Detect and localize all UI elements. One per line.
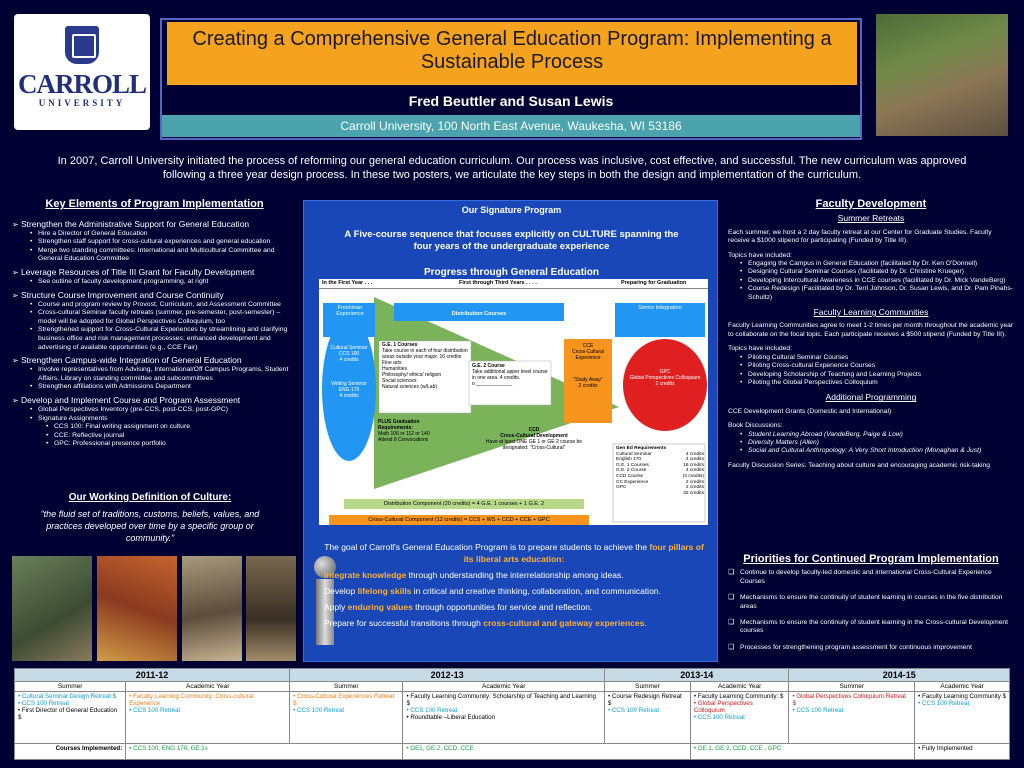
timeline-item: • Faculty Learning Community: $ (693, 693, 784, 700)
ws-label: Writing Seminar ENG 170 4 credits (331, 381, 367, 399)
pillar-2-pre: Develop (324, 586, 358, 596)
year-header: 2013-14 (605, 669, 789, 682)
distribution-label: Distribution Courses (451, 311, 507, 317)
gen-ed-course: CCD Course (616, 473, 644, 479)
goal-intro-bold: four pillars of its liberal arts education: (463, 542, 704, 564)
faculty-development-heading: Faculty Development (815, 198, 927, 210)
timeline-item: • CCS 100 Retreat (918, 700, 970, 707)
list-item: • Merge two standing committees: International and Multicultural Committee and General Education Committee (30, 247, 297, 264)
season-header: Summer (789, 682, 915, 692)
list-subitem: • CCS 100: Final writing assignment on culture (46, 423, 297, 432)
ge1-item: Philosophy/ ethics/ religion (382, 372, 442, 378)
gen-ed-credits: (4 credits) (682, 473, 704, 479)
gen-ed-credits: 32 credits (683, 490, 704, 496)
pillar-3 (324, 601, 704, 613)
gen-ed-table-title: Gen Ed Requirements (616, 446, 667, 451)
timeline-cell (403, 692, 605, 744)
retreats-topics: Topics have included: (728, 251, 792, 259)
timeline-item: • Global Perspectives Colloquium (693, 700, 753, 714)
year-header: 2014-15 (789, 669, 1010, 682)
progress-title: Progress through General Education (423, 267, 600, 278)
list-item: • Social and Cultural Anthropology: A Very Short Introduction (Monaghan & Just) (740, 447, 1014, 455)
gpc-label: GPC Global Perspectives Colloquium 2 credits (629, 369, 701, 387)
year-header: 2012-13 (290, 669, 605, 682)
gen-ed-diagram (319, 279, 708, 525)
implemented-row (15, 744, 1010, 760)
gen-ed-course: G.E. 2 Course (616, 468, 647, 474)
implemented-courses: • Fully Implemented (915, 744, 1010, 760)
timeline-cell (290, 692, 403, 744)
ge2-line: o _____________ (472, 381, 513, 387)
gen-ed-credits: 16 credits (683, 462, 704, 468)
photo-students-2 (97, 556, 177, 661)
plus-desc: Math 106 or 112 or 140 Attend 8 Convocations (378, 431, 430, 443)
timeline-table (14, 668, 1010, 760)
timeline-item: • CCS 100 Retreat (792, 707, 844, 714)
signature-program-heading: Our Signature Program (461, 205, 562, 215)
season-row (15, 682, 1010, 692)
pillar-3-pre: Apply (324, 602, 348, 612)
retreat-photo (876, 14, 1008, 136)
pillar-1 (324, 569, 704, 581)
gen-ed-course: CC Experience (616, 479, 649, 485)
priority-item: ❑ Processes for strengthening program assessment for continuous improvement (728, 644, 1014, 652)
add-text-1: CCE Development Grants (Domestic and International) (728, 407, 892, 415)
ccd-title: CCD Cross-Cultural Development (500, 427, 568, 439)
timeline-cell (15, 692, 126, 744)
timeline-item: • Faculty Learning Community: Cross-cultural Experience (129, 693, 254, 707)
section-title: ➢ Strengthen Campus-wide Integration of General Education (12, 355, 297, 366)
pillar-4 (324, 617, 704, 629)
key-elements-heading: Key Elements of Program Implementation (45, 198, 264, 210)
flc-text: Faculty Learning Communities agree to meet 1-2 times per month throughout the academic year to collaborate on the focal topic. Each participate receives a $500 stipend (Funded by Title III). (728, 322, 1014, 338)
summer-retreats-heading: Summer Retreats (837, 213, 905, 224)
list-subitem: • CCE: Reflective journal (46, 432, 297, 441)
timeline-item: • First Director of General Education $ (18, 707, 118, 721)
plus-title: PLUS Graduation Requirements: (378, 419, 420, 431)
season-header: Summer (15, 682, 126, 692)
pillar-4-key: cross-cultural and gateway experiences (483, 618, 645, 628)
freshman-label: Freshman Experience (336, 305, 364, 317)
list-item: • Student Learning Abroad (VandeBerg, Paige & Low) (740, 431, 1014, 439)
implemented-courses: • GE1, GE 2, CCD, CCE (403, 744, 690, 760)
year-header: 2011-12 (15, 669, 290, 682)
timeline-cell (915, 692, 1010, 744)
gen-ed-table (616, 446, 704, 496)
working-definition-heading: Our Working Definition of Culture: (68, 492, 232, 503)
timeline-cell (789, 692, 915, 744)
season-header: Academic Year (690, 682, 789, 692)
list-item: • Strengthen staff support for cross-cultural experiences and general education (30, 238, 297, 247)
key-elements-section (12, 200, 297, 449)
ge1-item: Social sciences (382, 378, 417, 384)
list-item: • Designing Cultural Seminar Courses (facilitated by Dr. Christine Krueger) (740, 268, 1014, 276)
ccs-label: Cultural Seminar CCS 100 4 credits (330, 345, 368, 363)
gen-ed-table-rows (616, 452, 704, 497)
ge2-desc: Take additional upper level course in one area. 4 credits. (472, 369, 548, 381)
priorities-section (728, 555, 1014, 660)
gen-ed-course: GPC (616, 485, 627, 491)
goal-section (324, 541, 704, 633)
list-item: • Diversity Matters (Allen) (740, 439, 1014, 447)
list-item: • Piloting Cross-cultural Experience Courses (740, 362, 1014, 370)
pillar-1-text: through understanding the interrelationship among ideas. (406, 570, 624, 580)
implemented-courses: • CCS 100, ENG 170, GE 1s (126, 744, 403, 760)
photo-students-4 (246, 556, 296, 661)
section-title: ➢ Structure Course Improvement and Course Continuity (12, 290, 297, 301)
pillar-2-text: in critical and creative thinking, collaboration, and communication. (411, 586, 661, 596)
year-label-1: In the First Year . . . (322, 280, 373, 286)
season-header: Summer (290, 682, 403, 692)
priority-item: ❑ Continue to develop faculty-led domestic and international Cross-Cultural Experience Courses (728, 569, 1014, 586)
implemented-label: Courses Implemented: (15, 744, 126, 760)
gen-ed-course: G.E. 1 Courses (616, 462, 649, 468)
flc-heading: Faculty Learning Communities (813, 307, 929, 318)
priorities-heading: Priorities for Continued Program Implementation (743, 553, 999, 565)
section-title: ➢ Strengthen the Administrative Support for General Education (12, 219, 297, 230)
logo-sub: UNIVERSITY (38, 98, 126, 108)
section-title: ➢ Leverage Resources of Title III Grant for Faculty Development (12, 267, 297, 278)
timeline-item: • Cross-Cultural Experiences Retreat $ (293, 693, 395, 707)
shield-icon (65, 26, 99, 64)
gen-ed-credits: 4 credits (685, 451, 704, 457)
logo-word: CARROLL (17, 69, 146, 99)
faculty-development-section (728, 200, 1014, 476)
list-item: • Course Redesign (Facilitated by Dr. Terri Johnson, Dr. Susan Lewis, and Dr. Pam Pinahs-Schultz) (740, 285, 1014, 302)
list-item: • Course and program review by Provost, Curriculum, and Assessment Committee (30, 301, 297, 310)
gen-ed-credits: 4 credits (685, 468, 704, 474)
cce-label: CCE Cross-Cultural Experience (572, 343, 604, 361)
carroll-logo (14, 14, 150, 130)
flc-topics: Topics have included: (728, 345, 792, 353)
working-definition (40, 492, 260, 544)
ge1-item: Humanities (382, 366, 408, 372)
signature-program-panel (303, 200, 718, 662)
plus-block (378, 419, 448, 443)
list-item: • Signature Assignments (30, 415, 297, 424)
gen-ed-credits: 2 credits (685, 485, 704, 491)
pillar-3-text: through opportunities for service and reflection. (412, 602, 593, 612)
season-header: Academic Year (915, 682, 1010, 692)
ge1-item: Fine arts (382, 360, 402, 366)
timeline-item: • CCS 100 Retreat (693, 714, 745, 721)
priority-item: ❑ Mechanisms to ensure the continuity of student learning in courses in the five distribution areas (728, 594, 1014, 611)
ge1-item: Natural sciences (w/Lab) (382, 384, 438, 390)
year-label-2: First through Third Years . . . . (459, 280, 537, 286)
pillar-4-pre: Prepare for successful transitions through (324, 618, 484, 628)
timeline-item: • Course Redesign Retreat $ (608, 693, 682, 707)
timeline-item: • Cultural Seminar Design Retreat $ (18, 693, 117, 700)
intro-text: In 2007, Carroll University initiated the process of reforming our general education curriculum. Our process was inclusive, cost effective, and successful. The new curriculum was approved following a three year design process. In these two posters, we articulate the key steps in both the design and implementation of the curriculum. (57, 155, 967, 181)
cross-cultural-component: Cross-Cultural Component (12 credits) = CCS + WS + CCD + CCE + GPC (329, 515, 589, 525)
list-item: • Hire a Director of General Education (30, 230, 297, 239)
list-item: • See outline of faculty development programming, at right (30, 278, 297, 287)
timeline-cell (605, 692, 691, 744)
ge1-block (382, 342, 470, 390)
gen-ed-credits: 4 credits (685, 457, 704, 463)
goal-intro-text: The goal of Carroll's General Education Program is to prepare students to achieve the (324, 542, 648, 552)
authors: Fred Beuttler and Susan Lewis (408, 93, 614, 109)
list-item: • Strengthened support for Cross-Cultural Experiences by streamlining and clarifying business office and risk management processes; enhanced development and advertising of available opportunities (e.g., CCE Fair) (30, 326, 297, 352)
ccd-block (479, 427, 589, 451)
list-item: • Strengthen affiliations with Admissions Department (30, 383, 297, 392)
pillar-4-text: . (644, 618, 647, 628)
pillar-1-key: Integrate knowledge (324, 570, 407, 580)
timeline-item: • CCS 100 Retreat (406, 707, 458, 714)
implemented-courses: • GE 1, GE 2, CCD, CCE , GPC (690, 744, 914, 760)
gen-ed-table-row (616, 491, 704, 497)
ccd-desc: Have at least ONE GE 1 or GE 2 course be designated: "Cross-Cultural" (485, 439, 583, 451)
ge2-title: G.E. 2 Course (472, 363, 505, 369)
list-item: • Global Perspectives Inventory (pre-CCS, post-CCS, post-GPC) (30, 406, 297, 415)
timeline-item: • CCS 100 Retreat (293, 707, 345, 714)
timeline-cell (126, 692, 290, 744)
season-header: Academic Year (126, 682, 290, 692)
poster-title: Creating a Comprehensive General Education Program: Implementing a Sustainable Process (167, 22, 857, 85)
pillar-3-key: enduring values (347, 602, 413, 612)
year-label-3: Preparing for Graduation (621, 280, 687, 286)
section-title: ➢ Develop and Implement Course and Program Assessment (12, 395, 297, 406)
events-row (15, 692, 1010, 744)
retreats-text: Each summer, we host a 2 day faculty retreat at our Center for Graduate Studies. Faculty receive a $1000 stipend for participating (Funded by Title III). (728, 228, 992, 245)
gen-ed-course: Cultural Seminar (616, 451, 652, 457)
address: Carroll University, 100 North East Avenue, Waukesha, WI 53186 (162, 115, 860, 137)
timeline-cell (690, 692, 789, 744)
distribution-component: Distribution Component (20 credits) = 4 G.E. 1 courses + 1 G.E. 2 (344, 499, 584, 509)
list-item: • Involve representatives from Advising, International/Off Campus Programs, Student Affairs, Library on standing committee and subcommittees (30, 366, 297, 383)
senior-label: Senior Integration (638, 305, 682, 311)
gen-ed-course: English 170 (616, 457, 642, 463)
ge1-desc: Take course in each of four distribution areas outside your major. 16 credits (382, 348, 468, 360)
add-text-3: Faculty Discussion Series: Teaching about culture and encouraging academic risk-taking (728, 461, 990, 469)
add-text-2: Book Discussions: (728, 422, 783, 430)
timeline-item: • Roundtable –Liberal Education (406, 714, 495, 721)
pillar-2-key: lifelong skills (357, 586, 412, 596)
list-item: • Engaging the Campus in General Education (facilitated by Dr. Ken O'Donnell) (740, 260, 1014, 268)
timeline-item: • CCS 100 Retreat (608, 707, 660, 714)
list-item: • Developing Intercultural Awareness in CCE courses (facilitated by Dr. Mick VandeBerg) (740, 277, 1014, 285)
season-header: Summer (605, 682, 691, 692)
pillar-2 (324, 585, 704, 597)
list-item: • Developing Scholarship of Teaching and Learning Projects (740, 371, 1014, 379)
timeline-item: • Faculty Learning Community $ (918, 693, 1006, 700)
ge2-block (472, 363, 550, 387)
timeline-item: • Faculty Learning Community: Scholarship of Teaching and Learning $ (406, 693, 596, 707)
list-item: • Cross-cultural Seminar faculty retreats (summer, pre-semester, post-semester) – model will be adopted for Global Perspectives Colloquium, too (30, 309, 297, 326)
list-subitem: • GPC: Professional presence portfolio (46, 440, 297, 449)
additional-programming-heading: Additional Programming (825, 392, 917, 403)
photo-students-1 (12, 556, 92, 661)
photo-students-3 (182, 556, 242, 661)
timeline-item: • Global Perspectives Colloquium Retreat $ (792, 693, 907, 707)
priority-item: ❑ Mechanisms to ensure the continuity of student learning in the Cross-cultural Development courses (728, 619, 1014, 636)
list-item: • Piloting the Global Perspectives Colloquium (740, 379, 1014, 387)
timeline-item: • CCS 100 Retreat (129, 707, 181, 714)
year-bar (319, 279, 708, 289)
gen-ed-credits: 2 credits (685, 479, 704, 485)
season-header: Academic Year (403, 682, 605, 692)
ge1-title: G.E. 1 Courses (382, 342, 418, 348)
working-definition-text: “the fluid set of traditions, customs, beliefs, values, and practices developed over time by a specific group or community.” (40, 509, 260, 543)
cce-study: "Study Away" 2 credits (573, 377, 603, 389)
timeline-item: • CCS 100 Retreat (18, 700, 70, 707)
list-item: • Piloting Cultural Seminar Courses (740, 354, 1014, 362)
goal-intro (324, 541, 704, 565)
signature-program-subtitle: A Five-course sequence that focuses explicitly on CULTURE spanning the four years of the undergraduate experience (344, 229, 679, 252)
